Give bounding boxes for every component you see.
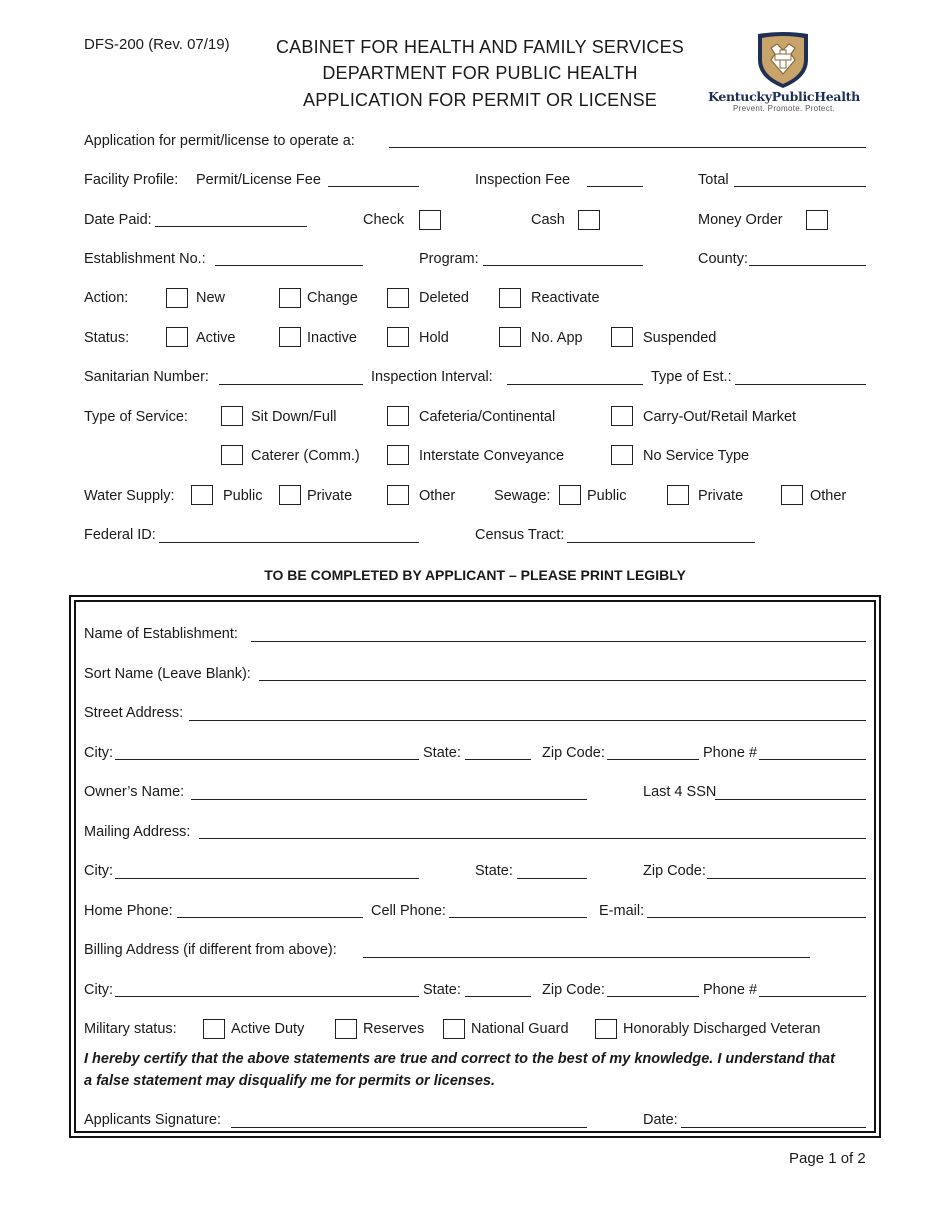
billing-address-label: Billing Address (if different from above): xyxy=(84,942,337,958)
cell-phone-label: Cell Phone: xyxy=(371,903,446,919)
status-no-app-label: No. App xyxy=(531,330,583,346)
water-private-checkbox[interactable] xyxy=(279,485,301,505)
logo-text: KentuckyPublicHealth xyxy=(708,89,860,104)
street-address-label: Street Address: xyxy=(84,705,184,721)
inspection-interval-field[interactable] xyxy=(507,384,643,385)
action-label: Action: xyxy=(84,290,129,306)
service-carry-out-checkbox[interactable] xyxy=(611,406,633,426)
signature-label: Applicants Signature: xyxy=(84,1112,222,1128)
service-cafeteria-checkbox[interactable] xyxy=(387,406,409,426)
action-reactivate-checkbox[interactable] xyxy=(499,288,521,308)
money-order-label: Money Order xyxy=(698,212,783,228)
name-of-establishment-label: Name of Establishment: xyxy=(84,626,238,642)
action-new-label: New xyxy=(196,290,226,306)
sort-name-field[interactable] xyxy=(259,680,866,681)
status-suspended-checkbox[interactable] xyxy=(611,327,633,347)
home-phone-label: Home Phone: xyxy=(84,903,173,919)
application-for-label: Application for permit/license to operate a: xyxy=(84,133,355,149)
sewage-other-label: Other xyxy=(810,488,847,504)
signature-field[interactable] xyxy=(231,1127,587,1128)
form-id: DFS-200 (Rev. 07/19) xyxy=(84,36,230,53)
action-deleted-label: Deleted xyxy=(419,290,469,306)
sewage-public-checkbox[interactable] xyxy=(559,485,581,505)
census-tract-label: Census Tract: xyxy=(475,527,565,543)
program-field[interactable] xyxy=(483,265,643,266)
establishment-no-field[interactable] xyxy=(215,265,363,266)
facility-profile-label: Facility Profile: xyxy=(84,172,179,188)
water-other-label: Other xyxy=(419,488,456,504)
status-inactive-checkbox[interactable] xyxy=(279,327,301,347)
sewage-other-checkbox[interactable] xyxy=(781,485,803,505)
billing-address-field[interactable] xyxy=(363,957,810,958)
date-paid-field[interactable] xyxy=(155,226,307,227)
check-label: Check xyxy=(363,212,405,228)
billing-zip-code-label: Zip Code: xyxy=(542,982,605,998)
total-field[interactable] xyxy=(734,186,866,187)
status-hold-label: Hold xyxy=(419,330,449,346)
sewage-private-label: Private xyxy=(698,488,744,504)
water-private-label: Private xyxy=(307,488,353,504)
service-interstate-label: Interstate Conveyance xyxy=(419,448,565,464)
action-new-checkbox[interactable] xyxy=(166,288,188,308)
mailing-zip-code-field[interactable] xyxy=(707,878,866,879)
service-carry-out-label: Carry-Out/Retail Market xyxy=(643,409,797,425)
action-change-label: Change xyxy=(307,290,358,306)
inspection-interval-label: Inspection Interval: xyxy=(371,369,493,385)
water-public-label: Public xyxy=(223,488,263,504)
status-active-checkbox[interactable] xyxy=(166,327,188,347)
header-line-2: DEPARTMENT FOR PUBLIC HEALTH xyxy=(322,63,638,83)
last4-ssn-label: Last 4 SSN xyxy=(643,784,717,800)
signature-date-field[interactable] xyxy=(681,1127,866,1128)
service-sit-down-checkbox[interactable] xyxy=(221,406,243,426)
status-inactive-label: Inactive xyxy=(307,330,357,346)
mailing-city-field[interactable] xyxy=(115,878,419,879)
owners-name-field[interactable] xyxy=(191,799,587,800)
mailing-zip-code-label: Zip Code: xyxy=(643,863,706,879)
military-reserves-checkbox[interactable] xyxy=(335,1019,357,1039)
last4-ssn-field[interactable] xyxy=(715,799,866,800)
military-active-duty-label: Active Duty xyxy=(231,1021,305,1037)
service-caterer-label: Caterer (Comm.) xyxy=(251,448,360,464)
water-other-checkbox[interactable] xyxy=(387,485,409,505)
billing-city-label: City: xyxy=(84,982,113,998)
check-checkbox[interactable] xyxy=(419,210,441,230)
military-active-duty-checkbox[interactable] xyxy=(203,1019,225,1039)
phone-field[interactable] xyxy=(759,759,866,760)
sanitarian-number-field[interactable] xyxy=(219,384,363,385)
city-field[interactable] xyxy=(115,759,419,760)
mailing-city-label: City: xyxy=(84,863,113,879)
zip-code-label: Zip Code: xyxy=(542,745,605,761)
permit-fee-label: Permit/License Fee xyxy=(196,172,321,188)
service-none-label: No Service Type xyxy=(643,448,750,464)
type-of-est-label: Type of Est.: xyxy=(651,369,732,385)
inspection-fee-field[interactable] xyxy=(587,186,643,187)
header-line-1: CABINET FOR HEALTH AND FAMILY SERVICES xyxy=(275,37,685,57)
action-change-checkbox[interactable] xyxy=(279,288,301,308)
email-label: E-mail: xyxy=(599,903,645,919)
military-national-guard-label: National Guard xyxy=(471,1021,569,1037)
certification-statement xyxy=(84,1048,874,1092)
federal-id-field[interactable] xyxy=(159,542,419,543)
cash-checkbox[interactable] xyxy=(578,210,600,230)
billing-phone-label: Phone # xyxy=(703,982,758,998)
city-label: City: xyxy=(84,745,113,761)
establishment-no-label: Establishment No.: xyxy=(84,251,206,267)
sanitarian-number-label: Sanitarian Number: xyxy=(84,369,209,385)
total-label: Total xyxy=(698,172,729,188)
signature-date-label: Date: xyxy=(643,1112,678,1128)
mailing-state-field[interactable] xyxy=(517,878,587,879)
mailing-state-label: State: xyxy=(475,863,513,879)
logo-tagline: Prevent. Promote. Protect. xyxy=(732,104,836,113)
cell-phone-field[interactable] xyxy=(449,917,587,918)
home-phone-field[interactable] xyxy=(177,917,363,918)
status-label: Status: xyxy=(84,330,130,346)
mailing-address-field[interactable] xyxy=(199,838,866,839)
sewage-private-checkbox[interactable] xyxy=(667,485,689,505)
state-field[interactable] xyxy=(465,759,531,760)
header-line-3: APPLICATION FOR PERMIT OR LICENSE xyxy=(303,90,657,110)
status-active-label: Active xyxy=(196,330,236,346)
sewage-label: Sewage: xyxy=(494,488,551,504)
applicant-section-heading: TO BE COMPLETED BY APPLICANT – PLEASE PRINT LEGIBLY xyxy=(264,567,686,583)
cash-label: Cash xyxy=(531,212,565,228)
military-national-guard-checkbox[interactable] xyxy=(443,1019,465,1039)
county-label: County: xyxy=(698,251,748,267)
date-paid-label: Date Paid: xyxy=(84,212,152,228)
program-label: Program: xyxy=(419,251,479,267)
billing-state-field[interactable] xyxy=(465,996,531,997)
military-veteran-checkbox[interactable] xyxy=(595,1019,617,1039)
action-reactivate-label: Reactivate xyxy=(531,290,600,306)
inspection-fee-label: Inspection Fee xyxy=(475,172,571,188)
service-cafeteria-label: Cafeteria/Continental xyxy=(419,409,556,425)
service-interstate-checkbox[interactable] xyxy=(387,445,409,465)
name-of-establishment-field[interactable] xyxy=(251,641,866,642)
census-tract-field[interactable] xyxy=(567,542,755,543)
billing-phone-field[interactable] xyxy=(759,996,866,997)
billing-state-label: State: xyxy=(423,982,461,998)
application-for-field[interactable] xyxy=(389,147,866,148)
money-order-checkbox[interactable] xyxy=(806,210,828,230)
street-address-field[interactable] xyxy=(189,720,866,721)
military-veteran-label: Honorably Discharged Veteran xyxy=(623,1021,821,1037)
water-public-checkbox[interactable] xyxy=(191,485,213,505)
status-suspended-label: Suspended xyxy=(643,330,717,346)
owners-name-label: Owner’s Name: xyxy=(84,784,185,800)
state-label: State: xyxy=(423,745,461,761)
federal-id-label: Federal ID: xyxy=(84,527,156,543)
status-hold-checkbox[interactable] xyxy=(387,327,409,347)
military-status-label: Military status: xyxy=(84,1021,177,1037)
sort-name-label: Sort Name (Leave Blank): xyxy=(84,666,251,682)
email-field[interactable] xyxy=(647,917,866,918)
mailing-address-label: Mailing Address: xyxy=(84,824,191,840)
page-number: Page 1 of 2 xyxy=(789,1150,866,1167)
military-reserves-label: Reserves xyxy=(363,1021,425,1037)
county-field[interactable] xyxy=(749,265,866,266)
zip-code-field[interactable] xyxy=(607,759,699,760)
service-caterer-checkbox[interactable] xyxy=(221,445,243,465)
sewage-public-label: Public xyxy=(587,488,627,504)
certification-line-1: I hereby certify that the above statements are true and correct to the best of my knowledge. I understand that xyxy=(84,1051,835,1067)
kentucky-public-health-logo xyxy=(703,30,865,115)
phone-label: Phone # xyxy=(703,745,758,761)
billing-zip-code-field[interactable] xyxy=(607,996,699,997)
certification-line-2: a false statement may disqualify me for permits or licenses. xyxy=(84,1073,495,1089)
type-of-est-field[interactable] xyxy=(735,384,866,385)
service-none-checkbox[interactable] xyxy=(611,445,633,465)
service-sit-down-label: Sit Down/Full xyxy=(251,409,337,425)
type-of-service-label: Type of Service: xyxy=(84,409,188,425)
water-supply-label: Water Supply: xyxy=(84,488,175,504)
action-deleted-checkbox[interactable] xyxy=(387,288,409,308)
billing-city-field[interactable] xyxy=(115,996,419,997)
permit-fee-field[interactable] xyxy=(328,186,419,187)
status-no-app-checkbox[interactable] xyxy=(499,327,521,347)
